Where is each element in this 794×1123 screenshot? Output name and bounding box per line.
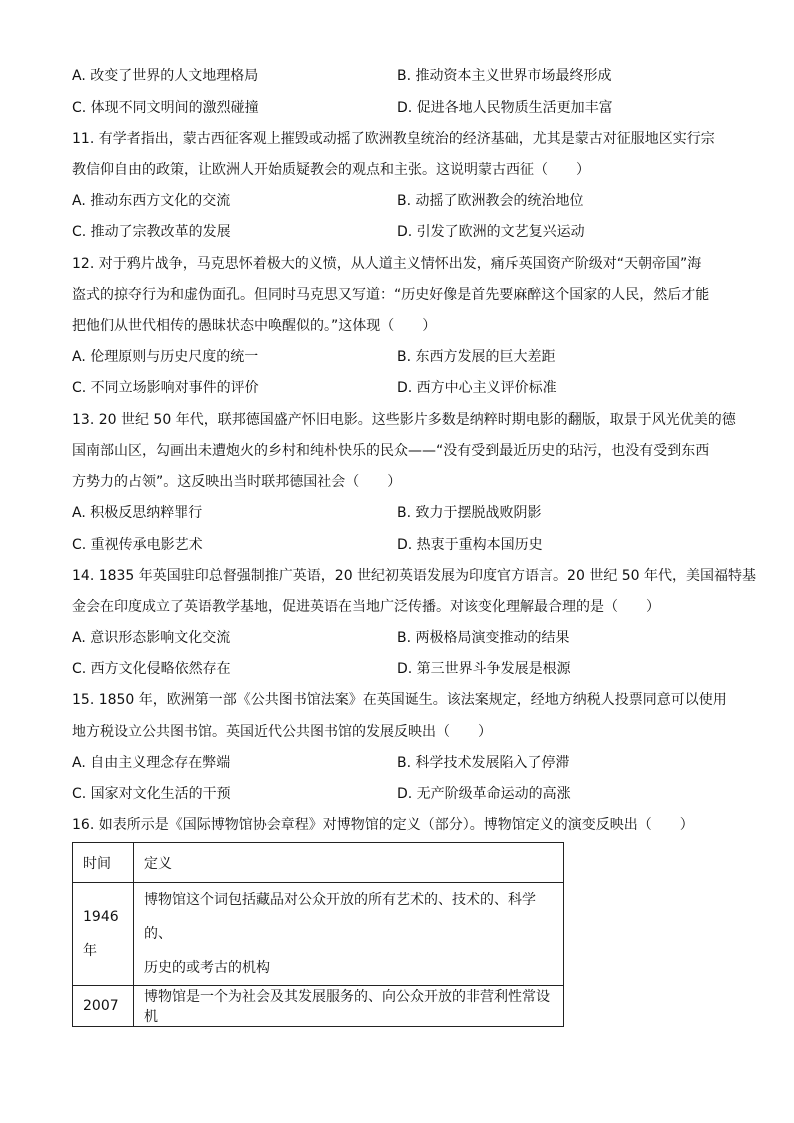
- q13-option-a: A. 积极反思纳粹罪行: [72, 505, 203, 521]
- q12-stem-line3: 把他们从世代相传的愚昧状态中唤醒似的。”这体现（ ）: [72, 318, 437, 334]
- q14-option-b: B. 两极格局演变推动的结果: [397, 630, 570, 646]
- row2-time: 2007: [73, 986, 134, 1027]
- row2-definition: 博物馆是一个为社会及其发展服务的、向公众开放的非营利性常设机: [134, 986, 564, 1027]
- q11-option-c: C. 推动了宗教改革的发展: [72, 224, 231, 240]
- museum-definition-table: [72, 842, 564, 1027]
- q14-stem-line1: 14. 1835 年英国驻印总督强制推广英语，20 世纪初英语发展为印度官方语言。20 世纪 50 年代，美国福特基: [72, 568, 757, 584]
- q15-stem-line1: 15. 1850 年，欧洲第一部《公共图书馆法案》在英国诞生。该法案规定，经地方纳税人投票同意可以使用: [72, 692, 727, 708]
- row1-definition: [134, 883, 564, 986]
- row1-definition-line2: 历史的或考古的机构: [144, 960, 270, 976]
- q12-option-d: D. 西方中心主义评价标准: [397, 380, 557, 396]
- q11-option-d: D. 引发了欧洲的文艺复兴运动: [397, 224, 585, 240]
- row1-time-unit: 年: [83, 943, 97, 959]
- q14-option-c: C. 西方文化侵略依然存在: [72, 661, 231, 677]
- header-definition: 定义: [134, 843, 564, 883]
- row1-definition-line1: 博物馆这个词包括藏品对公众开放的所有艺术的、技术的、科学的、: [144, 892, 536, 942]
- table-header-row: [73, 843, 564, 883]
- q15-option-a: A. 自由主义理念存在弊端: [72, 755, 231, 771]
- q16-stem: 16. 如表所示是《国际博物馆协会章程》对博物馆的定义（部分）。博物馆定义的演变反映出（ ）: [72, 817, 694, 833]
- q15-option-c: C. 国家对文化生活的干预: [72, 786, 231, 802]
- q13-option-d: D. 热衷于重构本国历史: [397, 537, 543, 553]
- q10-option-d: D. 促进各地人民物质生活更加丰富: [397, 100, 613, 116]
- table-row: [73, 883, 564, 986]
- q11-stem-line1: 11. 有学者指出，蒙古西征客观上摧毁或动摇了欧洲教皇统治的经济基础，尤其是蒙古对征服地区实行宗: [72, 131, 715, 147]
- q12-stem-line1: 12. 对于鸦片战争，马克思怀着极大的义愤，从人道主义情怀出发，痛斥英国资产阶级对“天朝帝国”海: [72, 256, 702, 272]
- q14-option-d: D. 第三世界斗争发展是根源: [397, 661, 571, 677]
- q11-option-b: B. 动摇了欧洲教会的统治地位: [397, 193, 584, 209]
- header-time: 时间: [73, 843, 134, 883]
- q13-option-c: C. 重视传承电影艺术: [72, 537, 203, 553]
- row1-time-year: 1946: [83, 909, 119, 925]
- q12-option-a: A. 伦理原则与历史尺度的统一: [72, 349, 259, 365]
- table-row: [73, 986, 564, 1027]
- q13-stem-line1: 13. 20 世纪 50 年代，联邦德国盛产怀旧电影。这些影片多数是纳粹时期电影的翻版，取景于风光优美的德: [72, 412, 736, 428]
- q10-option-b: B. 推动资本主义世界市场最终形成: [397, 68, 612, 84]
- q14-stem-line2: 金会在印度成立了英语教学基地，促进英语在当地广泛传播。对该变化理解最合理的是（ ）: [72, 599, 660, 615]
- q10-option-c: C. 体现不同文明间的激烈碰撞: [72, 100, 259, 116]
- q13-stem-line2: 国南部山区，勾画出未遭炮火的乡村和纯朴快乐的民众——“没有受到最近历史的玷污，也没有受到东西: [72, 443, 710, 459]
- q11-option-a: A. 推动东西方文化的交流: [72, 193, 231, 209]
- q12-option-c: C. 不同立场影响对事件的评价: [72, 380, 259, 396]
- q15-option-d: D. 无产阶级革命运动的高涨: [397, 786, 571, 802]
- q12-stem-line2: 盗式的掠夺行为和虚伪面孔。但同时马克思又写道：“历史好像是首先要麻醉这个国家的人民，然后才能: [72, 287, 710, 303]
- q15-stem-line2: 地方税设立公共图书馆。英国近代公共图书馆的发展反映出（ ）: [72, 724, 492, 740]
- q14-option-a: A. 意识形态影响文化交流: [72, 630, 231, 646]
- row1-time: [73, 883, 134, 986]
- q13-option-b: B. 致力于摆脱战败阴影: [397, 505, 542, 521]
- q12-option-b: B. 东西方发展的巨大差距: [397, 349, 556, 365]
- q10-option-a: A. 改变了世界的人文地理格局: [72, 68, 259, 84]
- q13-stem-line3: 方势力的占领”。这反映出当时联邦德国社会（ ）: [72, 474, 402, 490]
- q11-stem-line2: 教信仰自由的政策，让欧洲人开始质疑教会的观点和主张。这说明蒙古西征（ ）: [72, 162, 590, 178]
- q15-option-b: B. 科学技术发展陷入了停滞: [397, 755, 570, 771]
